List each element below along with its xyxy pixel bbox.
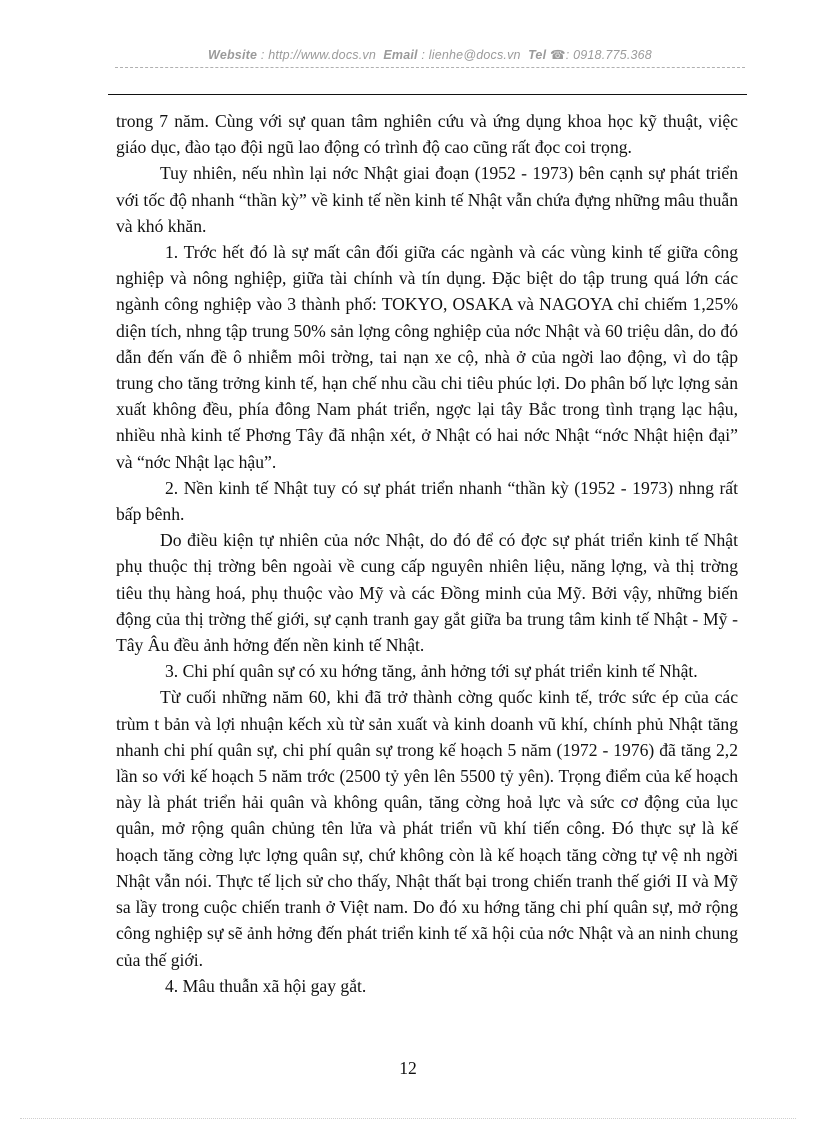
content-top-rule bbox=[108, 94, 747, 95]
email-value[interactable]: : lienhe@docs.vn bbox=[421, 48, 521, 62]
website-label: Website bbox=[208, 48, 258, 62]
paragraph-dependency: Do điều kiện tự nhiên của nớc Nhật, do đó để có đợc sự phát triển kinh tế Nhật phụ thuộc thị trờng bên ngoài về cung cấp nguyên nhiên liệu, năng lợng, và thị trờng tiêu thụ hàng hoá, phụ thuộc vào Mỹ và các Đồng minh của Mỹ. Bởi vậy, những biến động của thị trờng thế giới, sự cạnh tranh gay gắt giữa ba trung tâm kinh tế Nhật - Mỹ - Tây Âu đều ảnh hởng đến nền kinh tế Nhật. bbox=[116, 530, 738, 656]
paragraph-point-2: 2. Nền kinh tế Nhật tuy có sự phát triển nhanh “thần kỳ (1952 - 1973) nhng rất bấp bênh. bbox=[116, 477, 738, 525]
paragraph-point-4: 4. Mâu thuẫn xã hội gay gắt. bbox=[165, 975, 367, 996]
document-body bbox=[116, 108, 738, 999]
paragraph-continuation: trong 7 năm. Cùng với sự quan tâm nghiên cứu và ứng dụng khoa học kỹ thuật, việc giáo dục, đào tạo đội ngũ lao động có trình độ cao cũng rất đọc coi trọng. bbox=[116, 111, 738, 158]
telephone-icon: ☎ bbox=[549, 48, 566, 62]
paragraph-overview: Tuy nhiên, nếu nhìn lại nớc Nhật giai đoạn (1952 - 1973) bên cạnh sự phát triển với tốc độ nhanh “thần kỳ” về kinh tế nền kinh tế Nhật vẫn chứa đựng những mâu thuẫn và khó khăn. bbox=[116, 163, 738, 236]
tel-value: : 0918.775.368 bbox=[565, 48, 652, 62]
page-number: 12 bbox=[399, 1058, 417, 1078]
paragraph-military: Từ cuối những năm 60, khi đã trở thành cờng quốc kinh tế, trớc sức ép của các trùm t bản và lợi nhuận kếch xù từ sản xuất và kinh doanh vũ khí, chính phủ Nhật tăng nhanh chi phí quân sự, chi phí quân sự trong kế hoạch 5 năm (1972 - 1976) đã tăng 2,2 lần so với kế hoạch 5 năm trớc (2500 tỷ yên lên 5500 tỷ yên). Trọng điểm của kế hoạch này là phát triển hải quân và không quân, tăng cờng hoả lực và sức cơ động của lục quân, mở rộng quân chủng tên lửa và phát triển vũ khí tiến công. Đó thực sự là kế hoạch tăng cờng lực lợng quân sự, chứ không còn là kế hoạch tăng cờng tự vệ nh ngời Nhật vẫn nói. Thực tế lịch sử cho thấy, Nhật thất bại trong chiến tranh thế giới II và Mỹ sa lầy trong cuộc chiến tranh ở Việt nam. Do đó xu hớng tăng chi phí quân sự, mở rộng công nghiệp sự sẽ ảnh hởng đến phát triển kinh tế xã hội của nớc Nhật và an ninh chung của thế giới. bbox=[116, 687, 738, 970]
paragraph-point-1: 1. Trớc hết đó là sự mất cân đối giữa các ngành và các vùng kinh tế giữa công nghiệp và nông nghiệp, giữa tài chính và tín dụng. Đặc biệt do tập trung quá lớn các ngành công nghiệp vào 3 thành phố: TOKYO, OSAKA và NAGOYA chỉ chiếm 1,25% diện tích, nhng tập trung 50% sản lợng công nghiệp của nớc Nhật và 60 triệu dân, do đó dẫn đến vấn đề ô nhiễm môi trờng, tai nạn xe cộ, nhà ở của ngời lao động, vì do tập trung cho tăng trởng kinh tế, hạn chế nhu cầu chi tiêu phúc lợi. Do phân bố lực lợng sản xuất không đều, phía đông Nam phát triển, ngợc lại tây Bắc trong tình trạng lạc hậu, nhiều nhà kinh tế Phơng Tây đã nhận xét, ở Nhật có hai nớc Nhật “nớc Nhật hiện đại” và “nớc Nhật lạc hậu”. bbox=[116, 242, 738, 472]
email-label: Email bbox=[383, 48, 418, 62]
page-bottom-border bbox=[20, 1118, 796, 1119]
tel-label: Tel bbox=[528, 48, 547, 62]
paragraph-point-3: 3. Chi phí quân sự có xu hớng tăng, ảnh hởng tới sự phát triển kinh tế Nhật. bbox=[165, 661, 698, 682]
header-divider bbox=[115, 67, 745, 68]
page-header bbox=[115, 47, 745, 62]
website-value[interactable]: : http://www.docs.vn bbox=[260, 48, 377, 62]
